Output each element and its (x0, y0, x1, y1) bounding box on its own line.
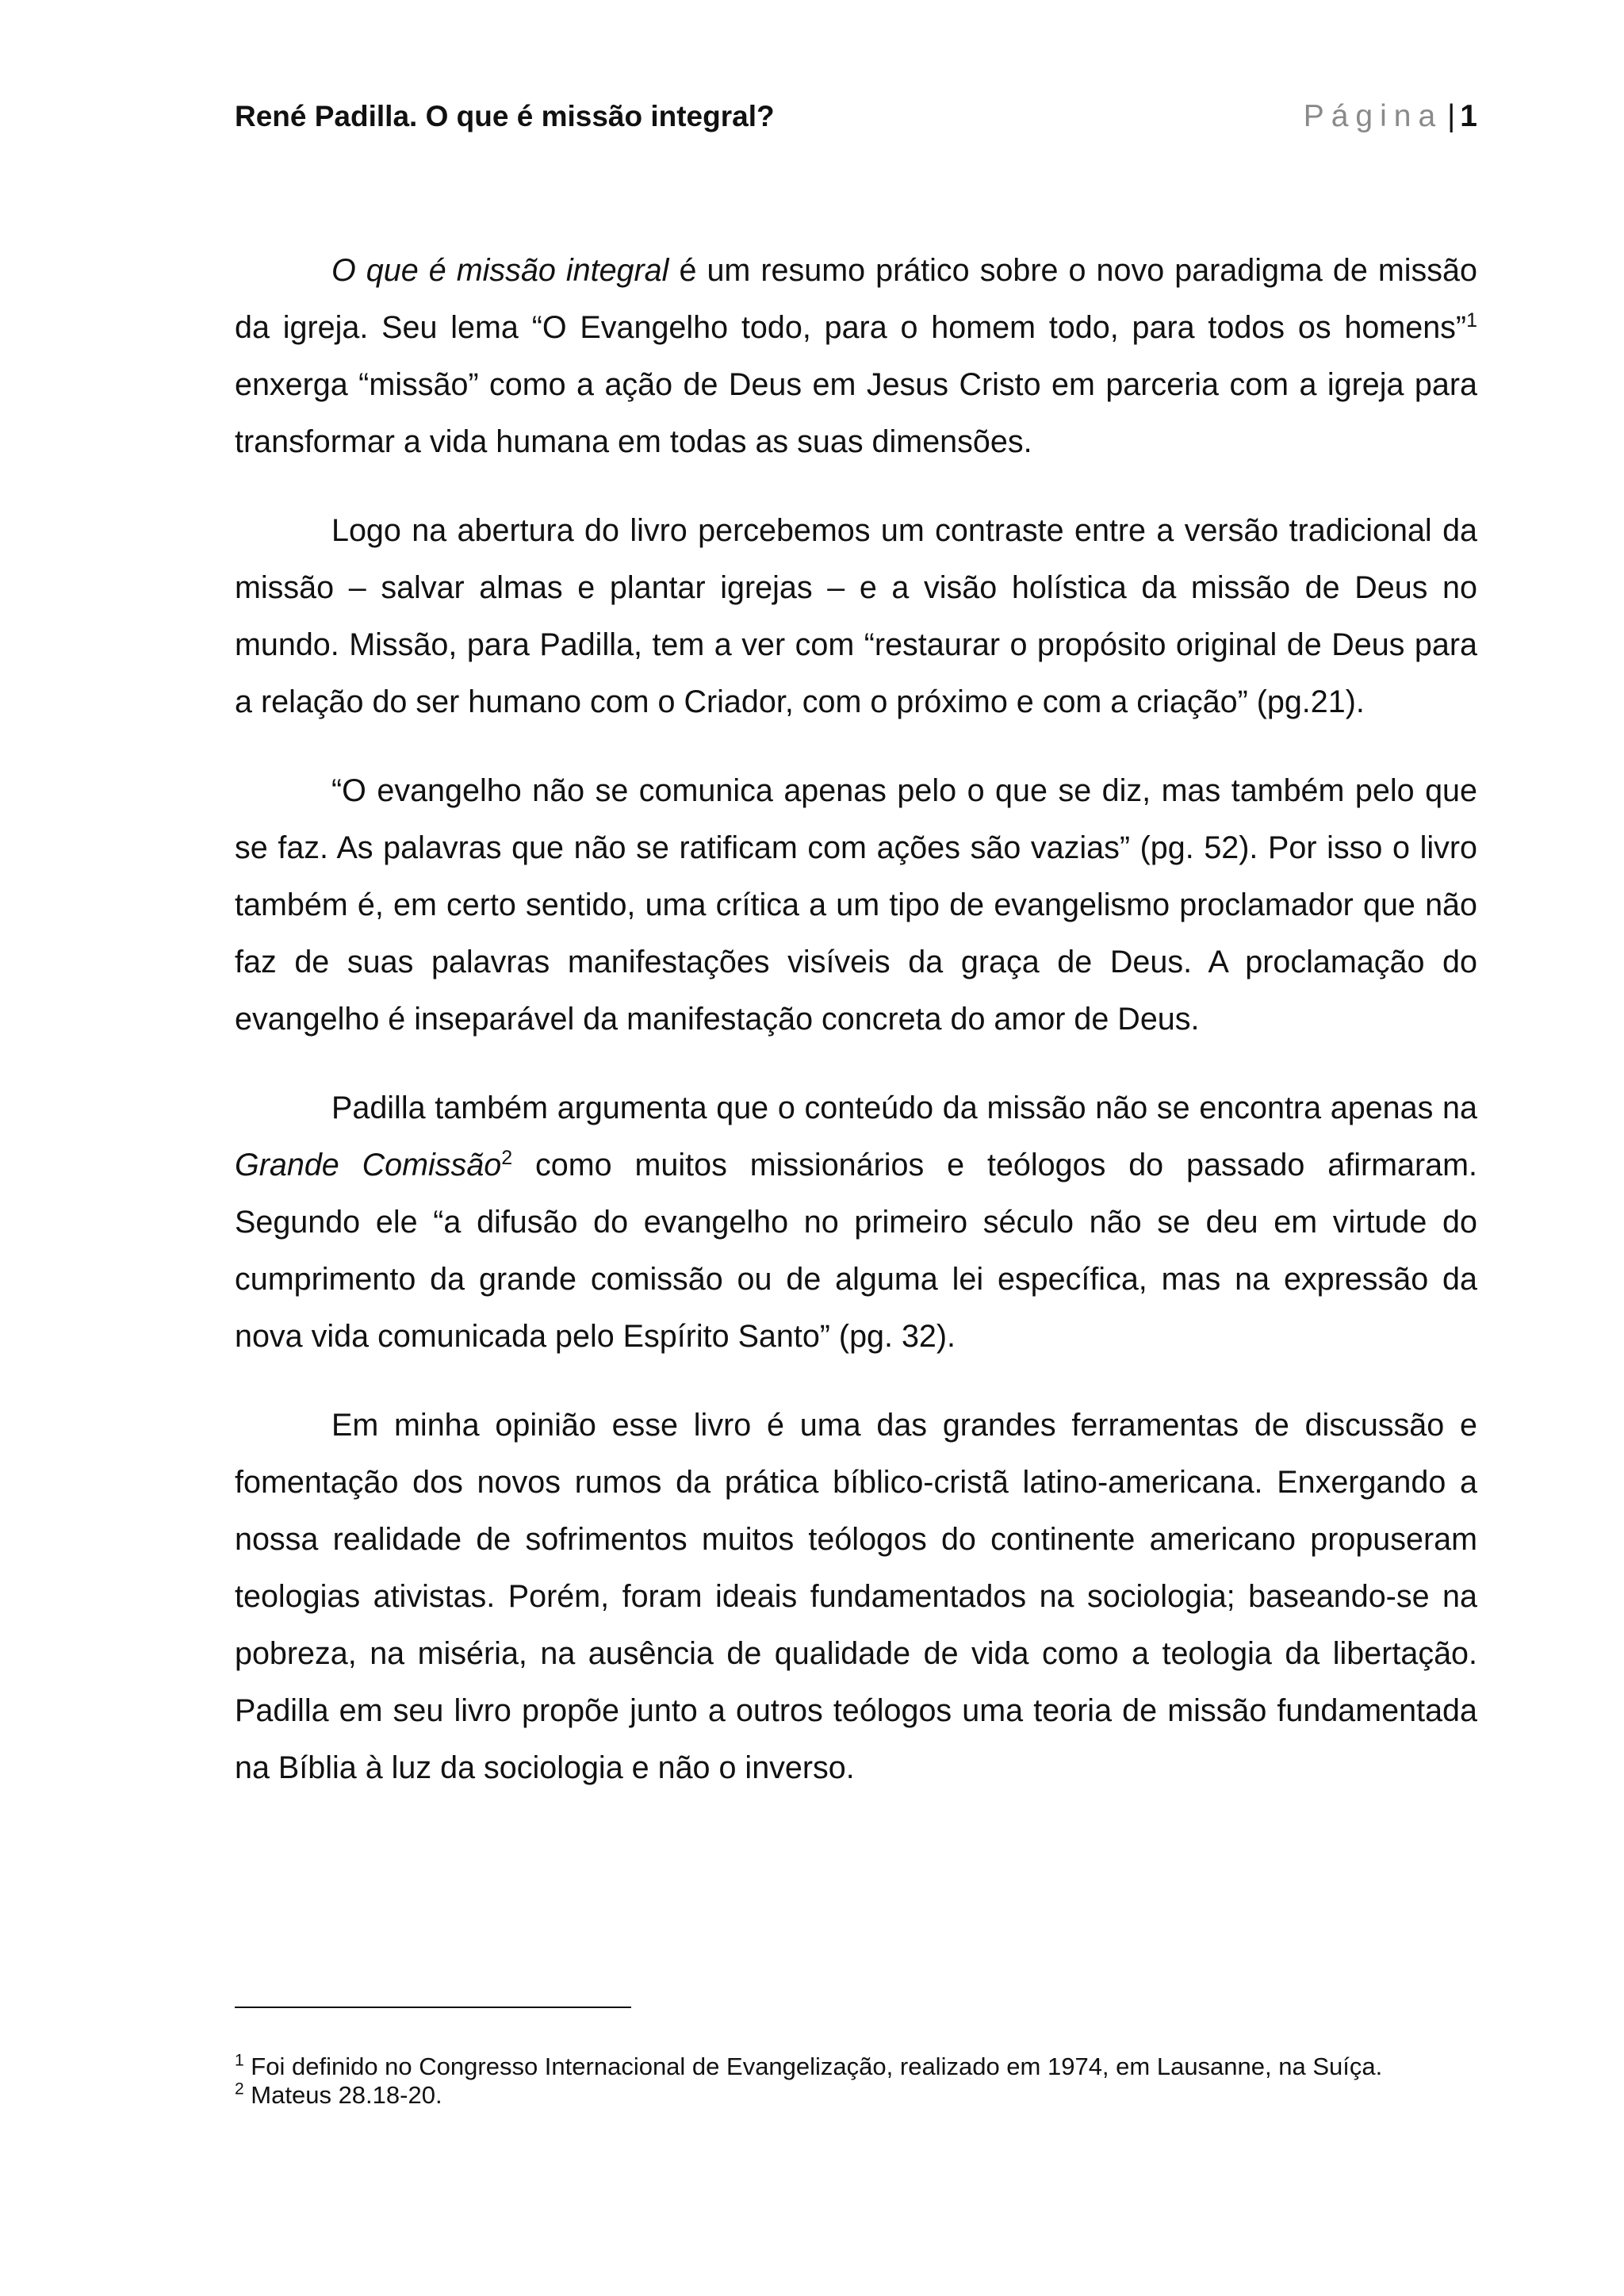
paragraph-4-text-a: Padilla também argumenta que o conteúdo da missão não se encontra apenas na (331, 1091, 1477, 1125)
footnotes (235, 2053, 1477, 2110)
paragraph-2: Logo na abertura do livro percebemos um contraste entre a versão tradicional da missão – salvar almas e plantar igrejas – e a visão holística da missão de Deus no mundo. Missão, para Padilla, tem a ver com “restaurar o propósito original de Deus para a relação do ser humano com o Criador, com o próximo e com a criação” (pg.21). (235, 513, 1477, 719)
page-separator: | (1447, 99, 1456, 133)
footnote-1 (235, 2053, 1477, 2081)
paragraph-4-text-b: como muitos missionários e teólogos do passado afirmaram. Segundo ele “a difusão do evangelho no primeiro século não se deu em virtude do cumprimento da grande comissão ou de alguma lei específica, mas na expressão da nova vida comunicada pelo Espírito Santo” (pg. 32). (235, 1148, 1477, 1354)
footnote-2-text: Mateus 28.18-20. (243, 2081, 442, 2109)
footnote-marker-1: 1 (235, 2051, 244, 2070)
header-title: René Padilla. O que é missão integral? (235, 100, 775, 132)
grande-comissao-italic: Grande Comissão (235, 1148, 502, 1182)
document-body (235, 242, 1477, 1828)
book-title-italic: O que é missão integral (331, 253, 669, 288)
paragraph-1-text-a: é um resumo prático sobre o novo paradigma de missão da igreja. Seu lema “O Evangelho todo, para o homem todo, para todos os homens” (235, 253, 1477, 345)
paragraph-1 (235, 242, 1477, 470)
paragraph-1-text-b: enxerga “missão” como a ação de Deus em Jesus Cristo em parceria com a igreja para transformar a vida humana em todas as suas dimensões. (235, 367, 1477, 459)
paragraph-3: “O evangelho não se comunica apenas pelo o que se diz, mas também pelo que se faz. As palavras que não se ratificam com ações são vazias” (pg. 52). Por isso o livro também é, em certo sentido, uma crítica a um tipo de evangelismo proclamador que não faz de suas palavras manifestações visíveis da graça de Deus. A proclamação do evangelho é inseparável da manifestação concreta do amor de Deus. (235, 773, 1477, 1037)
footnote-2 (235, 2081, 1477, 2110)
page-number: 1 (1460, 99, 1477, 133)
paragraph-4 (235, 1079, 1477, 1365)
page-label: Página (1303, 99, 1443, 133)
footnote-ref-1: 1 (1466, 309, 1477, 332)
footnote-marker-2: 2 (235, 2079, 244, 2099)
footnote-ref-2: 2 (501, 1146, 513, 1169)
footnote-1-text: Foi definido no Congresso Internacional de Evangelização, realizado em 1974, em Lausanne, na Suíça. (243, 2053, 1383, 2080)
paragraph-5: Em minha opinião esse livro é uma das grandes ferramentas de discussão e fomentação dos novos rumos da prática bíblico-cristã latino-americana. Enxergando a nossa realidade de sofrimentos muitos teólogos do continente americano propuseram teologias ativistas. Porém, foram ideais fundamentados na sociologia; baseando-se na pobreza, na miséria, na ausência de qualidade de vida como a teologia da libertação. Padilla em seu livro propõe junto a outros teólogos uma teoria de missão fundamentada na Bíblia à luz da sociologia e não o inverso. (235, 1408, 1477, 1785)
footnote-divider (235, 2007, 631, 2008)
page-indicator (1304, 99, 1477, 134)
page-header (235, 89, 1477, 144)
